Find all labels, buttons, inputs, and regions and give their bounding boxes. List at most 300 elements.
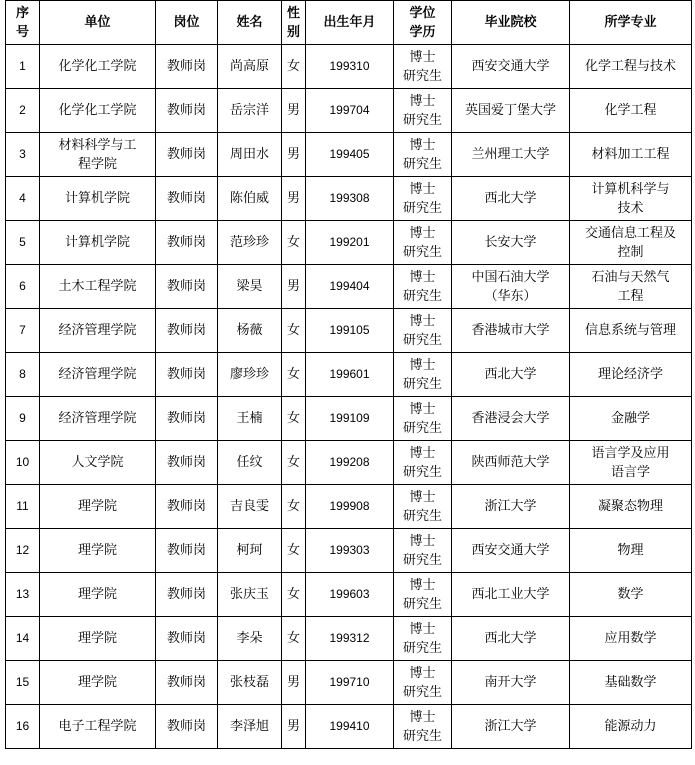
cell-gender <box>282 133 306 177</box>
table-row <box>6 573 692 617</box>
cell-degree-text: 博士 研究生 <box>402 313 442 348</box>
cell-name-text: 王楠 <box>236 411 263 426</box>
table-row <box>6 485 692 529</box>
cell-school <box>452 133 570 177</box>
cell-birth <box>306 441 394 485</box>
cell-gender-text: 男 <box>286 675 300 690</box>
cell-unit <box>40 441 156 485</box>
cell-position-text: 教师岗 <box>166 367 206 382</box>
cell-position-text: 教师岗 <box>166 323 206 338</box>
cell-major <box>570 133 692 177</box>
cell-school-text: 中国石油大学 （华东） <box>471 269 550 304</box>
cell-birth-text: 199601 <box>329 367 370 381</box>
cell-index <box>6 397 40 441</box>
cell-birth-text: 199312 <box>329 631 370 645</box>
cell-gender-text: 女 <box>286 59 300 74</box>
cell-major-text: 基础数学 <box>604 675 657 690</box>
cell-unit <box>40 89 156 133</box>
cell-unit <box>40 177 156 221</box>
cell-gender <box>282 353 306 397</box>
cell-unit-text: 理学院 <box>77 631 117 646</box>
cell-index <box>6 177 40 221</box>
cell-position-text: 教师岗 <box>166 103 206 118</box>
cell-school-text: 西北大学 <box>484 631 537 646</box>
cell-position-text: 教师岗 <box>166 411 206 426</box>
cell-name <box>218 705 282 749</box>
cell-degree <box>394 705 452 749</box>
cell-index-text: 9 <box>19 411 26 425</box>
cell-index-text: 7 <box>19 323 26 337</box>
cell-index-text: 6 <box>19 279 26 293</box>
cell-school <box>452 617 570 661</box>
cell-degree <box>394 661 452 705</box>
cell-major-text: 能源动力 <box>604 719 657 734</box>
cell-position-text: 教师岗 <box>166 719 206 734</box>
cell-unit <box>40 529 156 573</box>
header-major-text: 所学专业 <box>604 15 657 30</box>
cell-unit-text: 材料科学与工 程学院 <box>58 137 137 172</box>
header-degree <box>394 1 452 45</box>
table-row <box>6 221 692 265</box>
cell-birth <box>306 573 394 617</box>
cell-position <box>156 133 218 177</box>
cell-birth-text: 199710 <box>329 675 370 689</box>
cell-school <box>452 441 570 485</box>
cell-position-text: 教师岗 <box>166 631 206 646</box>
cell-major <box>570 309 692 353</box>
cell-gender <box>282 661 306 705</box>
cell-school-text: 浙江大学 <box>484 499 537 514</box>
table-row <box>6 353 692 397</box>
cell-index-text: 4 <box>19 191 26 205</box>
header-unit-text: 单位 <box>84 15 111 30</box>
cell-position <box>156 485 218 529</box>
cell-position <box>156 265 218 309</box>
cell-gender-text: 女 <box>286 587 300 602</box>
cell-major-text: 计算机科学与 技术 <box>591 181 670 216</box>
header-degree-text: 学位 学历 <box>409 5 436 40</box>
cell-index <box>6 89 40 133</box>
cell-birth <box>306 265 394 309</box>
cell-degree-text: 博士 研究生 <box>402 533 442 568</box>
cell-position <box>156 661 218 705</box>
cell-index <box>6 133 40 177</box>
cell-major <box>570 397 692 441</box>
cell-birth <box>306 705 394 749</box>
cell-gender-text: 女 <box>286 543 300 558</box>
cell-major <box>570 661 692 705</box>
cell-degree-text: 博士 研究生 <box>402 577 442 612</box>
cell-unit-text: 经济管理学院 <box>58 367 137 382</box>
cell-name-text: 岳宗洋 <box>229 103 269 118</box>
cell-degree <box>394 529 452 573</box>
cell-index <box>6 45 40 89</box>
cell-gender-text: 女 <box>286 323 300 338</box>
cell-index <box>6 353 40 397</box>
cell-name-text: 李朵 <box>236 631 263 646</box>
cell-school <box>452 529 570 573</box>
cell-name-text: 尚高原 <box>229 59 269 74</box>
table-header <box>6 1 692 45</box>
cell-school <box>452 89 570 133</box>
cell-school-text: 南开大学 <box>484 675 537 690</box>
table-row <box>6 529 692 573</box>
cell-unit-text: 人文学院 <box>71 455 124 470</box>
cell-major <box>570 45 692 89</box>
cell-name <box>218 485 282 529</box>
cell-name-text: 任纹 <box>236 455 263 470</box>
cell-position-text: 教师岗 <box>166 279 206 294</box>
cell-birth-text: 199105 <box>329 323 370 337</box>
cell-position-text: 教师岗 <box>166 543 206 558</box>
cell-name-text: 陈伯威 <box>229 191 269 206</box>
cell-school <box>452 573 570 617</box>
cell-gender <box>282 221 306 265</box>
cell-school-text: 西北工业大学 <box>471 587 550 602</box>
cell-position <box>156 529 218 573</box>
cell-unit-text: 理学院 <box>77 675 117 690</box>
header-name <box>218 1 282 45</box>
cell-gender-text: 男 <box>286 103 300 118</box>
table-row <box>6 441 692 485</box>
cell-position-text: 教师岗 <box>166 675 206 690</box>
table-row <box>6 705 692 749</box>
cell-degree <box>394 441 452 485</box>
cell-school-text: 长安大学 <box>484 235 537 250</box>
header-birth-text: 出生年月 <box>323 15 376 30</box>
cell-unit <box>40 353 156 397</box>
cell-degree <box>394 133 452 177</box>
cell-degree <box>394 573 452 617</box>
cell-degree-text: 博士 研究生 <box>402 665 442 700</box>
cell-index <box>6 309 40 353</box>
cell-unit <box>40 573 156 617</box>
cell-birth <box>306 309 394 353</box>
cell-position-text: 教师岗 <box>166 587 206 602</box>
cell-position-text: 教师岗 <box>166 235 206 250</box>
cell-major-text: 石油与天然气 工程 <box>591 269 670 304</box>
cell-school <box>452 45 570 89</box>
cell-major <box>570 485 692 529</box>
cell-position <box>156 617 218 661</box>
cell-birth-text: 199201 <box>329 235 370 249</box>
cell-index <box>6 661 40 705</box>
cell-name-text: 范珍珍 <box>229 235 269 250</box>
cell-school-text: 西安交通大学 <box>471 59 550 74</box>
cell-degree <box>394 265 452 309</box>
cell-unit-text: 理学院 <box>77 499 117 514</box>
cell-birth <box>306 485 394 529</box>
header-position <box>156 1 218 45</box>
header-row <box>6 1 692 45</box>
table-row <box>6 309 692 353</box>
cell-major <box>570 353 692 397</box>
cell-school-text: 西安交通大学 <box>471 543 550 558</box>
cell-index-text: 3 <box>19 147 26 161</box>
cell-name-text: 周田水 <box>229 147 269 162</box>
cell-major <box>570 573 692 617</box>
cell-major <box>570 529 692 573</box>
cell-gender <box>282 705 306 749</box>
header-major <box>570 1 692 45</box>
cell-degree <box>394 177 452 221</box>
cell-name-text: 杨薇 <box>236 323 263 338</box>
cell-gender <box>282 397 306 441</box>
cell-birth <box>306 397 394 441</box>
cell-name-text: 李泽旭 <box>229 719 269 734</box>
cell-unit <box>40 309 156 353</box>
header-unit <box>40 1 156 45</box>
cell-birth-text: 199208 <box>329 455 370 469</box>
cell-school <box>452 705 570 749</box>
cell-name-text: 张枝磊 <box>229 675 269 690</box>
cell-position <box>156 45 218 89</box>
cell-degree-text: 博士 研究生 <box>402 225 442 260</box>
cell-index <box>6 529 40 573</box>
cell-major <box>570 89 692 133</box>
cell-name <box>218 573 282 617</box>
cell-index <box>6 573 40 617</box>
cell-position-text: 教师岗 <box>166 455 206 470</box>
table-row <box>6 617 692 661</box>
cell-unit <box>40 661 156 705</box>
cell-gender <box>282 177 306 221</box>
cell-unit <box>40 485 156 529</box>
cell-name <box>218 177 282 221</box>
cell-gender <box>282 45 306 89</box>
cell-major-text: 交通信息工程及 控制 <box>584 225 676 260</box>
cell-gender-text: 女 <box>286 499 300 514</box>
cell-degree <box>394 353 452 397</box>
cell-degree-text: 博士 研究生 <box>402 445 442 480</box>
cell-unit-text: 理学院 <box>77 587 117 602</box>
cell-gender <box>282 309 306 353</box>
cell-name <box>218 353 282 397</box>
cell-birth <box>306 45 394 89</box>
cell-unit <box>40 265 156 309</box>
header-position-text: 岗位 <box>173 15 200 30</box>
cell-degree-text: 博士 研究生 <box>402 709 442 744</box>
cell-index-text: 11 <box>16 499 29 513</box>
cell-position <box>156 397 218 441</box>
cell-school-text: 兰州理工大学 <box>471 147 550 162</box>
table-row <box>6 89 692 133</box>
cell-major-text: 凝聚态物理 <box>597 499 663 514</box>
cell-school-text: 浙江大学 <box>484 719 537 734</box>
cell-gender <box>282 573 306 617</box>
cell-birth <box>306 617 394 661</box>
recruitment-table <box>5 0 692 749</box>
cell-gender-text: 女 <box>286 367 300 382</box>
cell-degree <box>394 45 452 89</box>
cell-birth <box>306 529 394 573</box>
cell-degree-text: 博士 研究生 <box>402 401 442 436</box>
cell-unit <box>40 397 156 441</box>
cell-birth <box>306 89 394 133</box>
cell-degree-text: 博士 研究生 <box>402 269 442 304</box>
cell-gender-text: 男 <box>286 191 300 206</box>
cell-name <box>218 441 282 485</box>
cell-name-text: 廖珍珍 <box>229 367 269 382</box>
cell-gender <box>282 441 306 485</box>
cell-position <box>156 309 218 353</box>
cell-index-text: 5 <box>19 235 26 249</box>
cell-name <box>218 529 282 573</box>
cell-gender <box>282 89 306 133</box>
cell-index <box>6 617 40 661</box>
cell-major-text: 理论经济学 <box>597 367 663 382</box>
cell-birth-text: 199303 <box>329 543 370 557</box>
cell-unit-text: 经济管理学院 <box>58 411 137 426</box>
cell-school-text: 西北大学 <box>484 191 537 206</box>
cell-major-text: 应用数学 <box>604 631 657 646</box>
cell-unit-text: 计算机学院 <box>64 191 130 206</box>
cell-school <box>452 485 570 529</box>
cell-position <box>156 89 218 133</box>
cell-school <box>452 661 570 705</box>
cell-school <box>452 397 570 441</box>
cell-position <box>156 441 218 485</box>
header-name-text: 姓名 <box>236 15 263 30</box>
cell-birth-text: 199310 <box>329 59 370 73</box>
cell-degree-text: 博士 研究生 <box>402 93 442 128</box>
cell-position-text: 教师岗 <box>166 499 206 514</box>
cell-major-text: 物理 <box>617 543 644 558</box>
cell-unit-text: 经济管理学院 <box>58 323 137 338</box>
cell-name <box>218 89 282 133</box>
cell-major-text: 信息系统与管理 <box>584 323 676 338</box>
cell-degree-text: 博士 研究生 <box>402 181 442 216</box>
header-gender <box>282 1 306 45</box>
cell-major-text: 化学工程 <box>604 103 657 118</box>
cell-name <box>218 661 282 705</box>
cell-name <box>218 309 282 353</box>
cell-unit-text: 计算机学院 <box>64 235 130 250</box>
cell-unit <box>40 705 156 749</box>
cell-index-text: 8 <box>19 367 26 381</box>
header-school-text: 毕业院校 <box>484 15 537 30</box>
cell-name <box>218 617 282 661</box>
cell-school-text: 英国爱丁堡大学 <box>464 103 556 118</box>
cell-school <box>452 177 570 221</box>
cell-position-text: 教师岗 <box>166 191 206 206</box>
cell-gender <box>282 617 306 661</box>
cell-unit-text: 化学化工学院 <box>58 103 137 118</box>
cell-index-text: 12 <box>15 543 30 557</box>
cell-gender-text: 男 <box>286 147 300 162</box>
cell-major-text: 语言学及应用 语言学 <box>591 445 670 480</box>
cell-unit-text: 电子工程学院 <box>58 719 137 734</box>
cell-gender <box>282 485 306 529</box>
cell-degree <box>394 617 452 661</box>
cell-major <box>570 265 692 309</box>
cell-gender <box>282 529 306 573</box>
cell-school <box>452 221 570 265</box>
table-row <box>6 133 692 177</box>
header-gender-text: 性 别 <box>286 5 300 40</box>
cell-position-text: 教师岗 <box>166 59 206 74</box>
cell-name <box>218 133 282 177</box>
cell-index <box>6 265 40 309</box>
cell-gender-text: 男 <box>286 279 300 294</box>
cell-name-text: 张庆玉 <box>229 587 269 602</box>
cell-birth <box>306 353 394 397</box>
table-body <box>6 45 692 749</box>
cell-degree <box>394 221 452 265</box>
cell-index <box>6 221 40 265</box>
cell-birth-text: 199908 <box>329 499 370 513</box>
cell-name <box>218 221 282 265</box>
cell-school-text: 香港浸会大学 <box>471 411 550 426</box>
cell-name <box>218 397 282 441</box>
cell-gender <box>282 265 306 309</box>
cell-major-text: 材料加工工程 <box>591 147 670 162</box>
cell-major <box>570 221 692 265</box>
cell-position <box>156 221 218 265</box>
cell-birth-text: 199603 <box>329 587 370 601</box>
cell-name-text: 吉良雯 <box>229 499 269 514</box>
cell-index-text: 2 <box>19 103 26 117</box>
cell-degree <box>394 397 452 441</box>
cell-index-text: 16 <box>15 719 30 733</box>
table-row <box>6 661 692 705</box>
cell-position <box>156 353 218 397</box>
header-index <box>6 1 40 45</box>
cell-gender-text: 女 <box>286 455 300 470</box>
table-row <box>6 265 692 309</box>
cell-school <box>452 353 570 397</box>
cell-name-text: 柯珂 <box>236 543 263 558</box>
cell-birth <box>306 661 394 705</box>
document-wrapper <box>5 0 692 749</box>
table-row <box>6 45 692 89</box>
cell-school <box>452 309 570 353</box>
table-row <box>6 177 692 221</box>
cell-school-text: 西北大学 <box>484 367 537 382</box>
cell-name <box>218 45 282 89</box>
cell-school-text: 香港城市大学 <box>471 323 550 338</box>
cell-major-text: 数学 <box>617 587 644 602</box>
cell-name <box>218 265 282 309</box>
cell-index-text: 14 <box>15 631 30 645</box>
cell-position <box>156 177 218 221</box>
cell-index <box>6 485 40 529</box>
cell-index-text: 15 <box>15 675 30 689</box>
cell-birth-text: 199308 <box>329 191 370 205</box>
cell-unit <box>40 45 156 89</box>
cell-gender-text: 女 <box>286 411 300 426</box>
cell-unit-text: 化学化工学院 <box>58 59 137 74</box>
header-school <box>452 1 570 45</box>
header-index-text: 序 号 <box>15 5 29 40</box>
cell-major <box>570 441 692 485</box>
cell-degree-text: 博士 研究生 <box>402 137 442 172</box>
cell-birth-text: 199704 <box>329 103 370 117</box>
cell-degree <box>394 485 452 529</box>
cell-degree-text: 博士 研究生 <box>402 489 442 524</box>
cell-position <box>156 705 218 749</box>
header-birth <box>306 1 394 45</box>
cell-index-text: 1 <box>19 59 26 73</box>
cell-name-text: 梁昊 <box>236 279 263 294</box>
cell-degree <box>394 309 452 353</box>
cell-school-text: 陕西师范大学 <box>471 455 550 470</box>
cell-index-text: 10 <box>15 455 30 469</box>
table-row <box>6 397 692 441</box>
cell-birth <box>306 221 394 265</box>
cell-position-text: 教师岗 <box>166 147 206 162</box>
cell-unit <box>40 221 156 265</box>
